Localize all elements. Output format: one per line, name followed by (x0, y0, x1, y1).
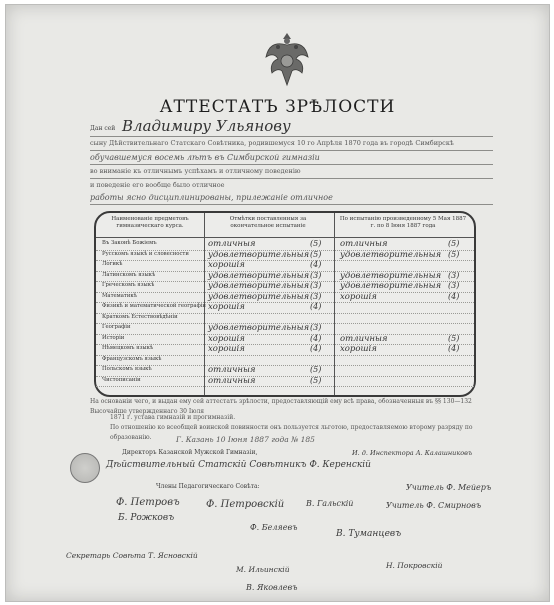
conduct-grade: удовлетворительныя (208, 323, 310, 333)
subject-cell: Краткомъ Естествовѣдѣніи (102, 313, 178, 320)
exam-grade: хорошія (340, 291, 377, 302)
subject-cell: Латинскомъ языкѣ (102, 271, 156, 278)
secretary-signature: Секретарь Совѣта Т. Ясновскій (66, 551, 198, 560)
conduct-grade-number: (5) (310, 249, 322, 259)
council-label: Члены Педагогическаго Совѣта: (156, 483, 260, 490)
subject-cell: Исторіи (102, 334, 125, 341)
conduct-grade: хорошія (208, 344, 245, 354)
exam-grade: удовлетворительныя (340, 281, 442, 291)
conduct-grade-number: (4) (310, 302, 322, 311)
council-signature: Ф. Беляевъ (250, 523, 298, 532)
director-signature: Дѣйствительный Статскій Совѣтникъ Ф. Керенскій (106, 460, 371, 470)
exam-grade-number: (3) (448, 281, 460, 290)
conduct-grade-number: (3) (310, 291, 322, 301)
council-signature: Ф. Петровскій (206, 499, 285, 510)
conduct-grade-number: (3) (310, 270, 322, 280)
conduct-grade: удовлетворительныя (208, 281, 310, 291)
conduct-grade-number: (5) (310, 239, 322, 248)
exam-grade: отличныя (340, 239, 388, 249)
subject-cell: Математикѣ (102, 292, 137, 299)
conduct-grade: удовлетворительныя (208, 249, 310, 260)
conduct-grade: хорошія (208, 260, 245, 270)
table-row (96, 376, 474, 388)
footer-paragraph-2: 1871 г. устава гимназій и прогимназій. (110, 414, 236, 421)
subject-cell: Русскомъ языкѣ и словесности (102, 250, 189, 257)
subject-cell: Нѣмецкомъ языкѣ (102, 345, 154, 351)
conduct-grade: удовлетворительныя (208, 270, 310, 281)
official-seal (70, 453, 100, 483)
subject-cell: Польскомъ языкѣ (102, 366, 152, 372)
subject-cell: Физикѣ и математической географіи (102, 303, 206, 309)
subject-cell: Географіи (102, 324, 131, 330)
place-and-date: Г. Казань 10 Іюня 1887 года № 185 (176, 435, 315, 444)
subject-cell: Чистописаніи (102, 376, 141, 383)
body-line-a: сыну Дѣйствительнаго Статскаго Совѣтника, родившемуся 10 го Апрѣля 1870 года въ городѣ Симбирскѣ (90, 139, 454, 147)
exam-grade-number: (4) (448, 344, 460, 353)
footer-paragraph-1: На основаніи чего, и выдан ему сей аттестатъ зрѣлости, предоставляющій ему всѣ права, обозначенныя въ §§ 130—132 Высочайше утвержденнаго 30 Іюля (90, 398, 472, 415)
subject-cell: Въ Законѣ Божіемъ (102, 240, 157, 246)
conduct-grade-number: (3) (310, 281, 322, 290)
body-line-e: работы ясно дисциплинированы, прилежаніе отличное (90, 193, 333, 202)
council-signature: Ф. Петровъ (116, 497, 180, 508)
council-signature: Учитель Ф. Смирновъ (386, 501, 482, 510)
exam-grade-number: (5) (448, 239, 460, 248)
header-subject: Наименованіе предметовъ гимназическаго курса. (111, 216, 189, 229)
conduct-grade: отличныя (208, 375, 256, 386)
council-signature: М. Ильинскій (236, 565, 290, 574)
given-to-prefix: Дан сей (90, 125, 116, 132)
exam-grade: отличныя (340, 333, 388, 344)
footer-paragraph-3: По отношенію ко всеобщей воинской повинности онъ пользуется льготою, предоставляемою второму разряду по образованію. (110, 424, 473, 441)
conduct-grade-number: (4) (310, 344, 322, 353)
student-name: Владимиру Ульянову (122, 117, 291, 135)
body-line-b: обучавшемуся восемь лѣтъ въ Симбирской гимназіи (90, 153, 320, 162)
body-line-d: и поведеніе его вообще было отличное (90, 181, 225, 189)
council-signature: В. Гальскій (306, 499, 354, 508)
certificate-title: АТТЕСТАТЪ ЗРѢЛОСТИ (159, 97, 396, 117)
subject-cell: Логикѣ (102, 261, 123, 267)
conduct-grade: отличныя (208, 239, 256, 249)
header-conduct: Отмѣтки поставленныя за окончательное испытаніе (229, 216, 307, 229)
council-signature: В. Туманцевъ (336, 529, 402, 539)
inspector-signature: И. д. Инспектора А. Калашниковъ (352, 449, 473, 457)
conduct-grade-number: (5) (310, 365, 322, 374)
council-signature: В. Яковлевъ (246, 583, 298, 592)
conduct-grade: хорошія (208, 302, 245, 312)
exam-grade-number: (5) (448, 249, 460, 259)
subject-cell: Французскомъ языкѣ (102, 355, 162, 362)
conduct-grade-number: (3) (310, 323, 322, 332)
rule (90, 136, 493, 137)
conduct-grade-number: (5) (310, 375, 322, 385)
rule (90, 164, 493, 165)
header-exam: По испытанію произведенному 5 Мая 1887 г. по 8 Іюня 1887 года (339, 216, 467, 229)
rule (90, 204, 493, 205)
exam-grade: удовлетворительныя (340, 270, 442, 281)
rule (90, 150, 493, 151)
conduct-grade-number: (4) (310, 333, 322, 343)
exam-grade-number: (4) (448, 291, 460, 301)
rule (90, 178, 493, 179)
exam-grade-number: (5) (448, 333, 460, 343)
double-headed-eagle-emblem (264, 29, 310, 91)
council-signature: Учитель Ф. Мейеръ (406, 483, 492, 492)
body-line-c: во вниманіе къ отличнымъ успѣхамъ и отличному поведенію (90, 167, 301, 175)
exam-grade-number: (3) (448, 270, 460, 280)
conduct-grade: отличныя (208, 365, 256, 375)
conduct-grade: хорошія (208, 333, 245, 344)
certificate-sheet (5, 4, 550, 602)
director-label: Директоръ Казанской Мужской Гимназіи, (122, 449, 258, 456)
council-signature: Н. Покровскій (386, 561, 443, 570)
subject-cell: Греческомъ языкѣ (102, 282, 155, 288)
grades-table-header (96, 213, 474, 238)
exam-grade: удовлетворительныя (340, 249, 442, 260)
council-signature: Б. Рожковъ (118, 513, 175, 523)
conduct-grade-number: (4) (310, 260, 322, 269)
grades-table (94, 211, 476, 397)
conduct-grade: удовлетворительныя (208, 291, 310, 302)
exam-grade: хорошія (340, 344, 377, 354)
